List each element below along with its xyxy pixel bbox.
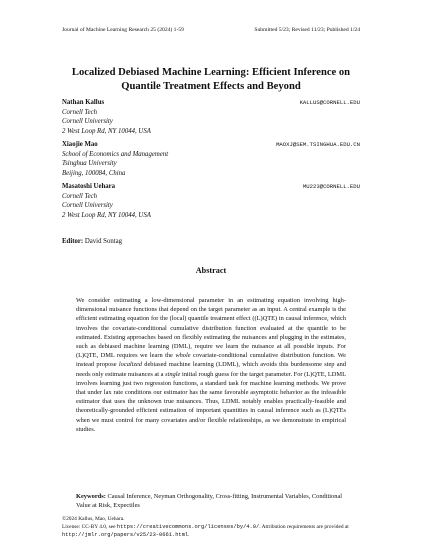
author-name: Masatoshi Uehara — [62, 183, 116, 190]
author-affiliation-line: 2 West Loop Rd, NY 10044, USA — [62, 211, 151, 219]
author-email: MU223@CORNELL.EDU — [302, 183, 360, 190]
license-text: . — [188, 531, 190, 538]
author-email: KALLUS@CORNELL.EDU — [299, 99, 360, 106]
author-affiliation-line: Cornell University — [62, 202, 113, 210]
author-block — [62, 182, 360, 220]
abstract-text: covariate-conditional cumulative distribution function. We instead propose — [76, 352, 346, 369]
editor-name: David Sontag — [84, 238, 123, 245]
attribution-link[interactable]: http://jmlr.org/papers/v25/23-0661.html — [62, 531, 189, 538]
license-link[interactable]: https://creativecommons.org/licenses/by/4.0/ — [116, 523, 260, 530]
keywords-text: Causal Inference, Neyman Orthogonality, Cross-fitting, Instrumental Variables, Conditional Value at Risk, Expectiles — [76, 493, 343, 510]
author-affiliation-line: Beijing, 100084, China — [62, 169, 126, 177]
abstract-emphasis: whole — [175, 352, 191, 360]
running-header — [62, 27, 360, 33]
editor-line — [62, 238, 122, 245]
author-name: Nathan Kallus — [62, 99, 105, 106]
submission-dates: Submitted 5/23; Revised 11/23; Published 1/24 — [254, 27, 360, 33]
footer — [62, 516, 360, 539]
title-line-1: Localized Debiased Machine Learning: Efficient Inference on — [71, 67, 351, 78]
license-text: . Attribution requirements are provided at — [259, 523, 349, 530]
author-name: Xiaojie Mao — [62, 141, 98, 148]
author-affiliation-line: 2 West Loop Rd, NY 10044, USA — [62, 127, 151, 135]
author-affiliation-line: School of Economics and Management — [62, 150, 169, 158]
abstract-emphasis: localized — [118, 361, 142, 369]
abstract-text: debiased machine learning (LDML), which avoids this burdensome step and needs only estimate nuisances at a — [76, 361, 347, 378]
author-block — [62, 140, 360, 178]
abstract-text: We consider estimating a low-dimensional parameter in an estimating equation involving high-dimensional nuisance functions that depend on the target parameter as an input. A central example is the efficient estimating equation for the (local) quantile treatment effect ((L)QTE) in causal inference, which involves the covariate-conditional cumulative distribution function evaluated at the quantile to be estimated. Existing approaches based on flexibly estimating the nuisances and plugging in the estimates, such as debiased machine learning (DML), require we learn the nuisance at all possible inputs. For (L)QTE, DML requires we learn the — [76, 297, 346, 360]
keywords-label: Keywords: — [76, 493, 106, 500]
abstract-text: initial rough guess for the target parameter. For (L)QTE, LDML involves learning just two regression functions, a standard task for machine learning methods. We prove that under lax rate conditions our estimator has the same favorable asymptotic behavior as the infeasible estimator that uses the unknown true nuisances. Thus, LDML notably enables practically-feasible and theoretically-grounded efficient estimation of important quantities in causal inference such as (L)QTEs when we must control for many covariates and/or flexible relationships, as we demonstrate in empirical studies. — [76, 370, 346, 433]
license-text: License: CC-BY 4.0, see — [62, 523, 117, 530]
abstract-emphasis: single — [165, 370, 181, 378]
editor-label: Editor: — [62, 238, 84, 245]
author-affiliation-line: Tsinghua University — [62, 160, 117, 168]
title-line-2: Quantile Treatment Effects and Beyond — [121, 81, 301, 92]
abstract-body — [76, 296, 346, 434]
author-affiliation-line: Cornell Tech — [62, 192, 98, 200]
author-affiliation-line: Cornell Tech — [62, 108, 98, 116]
author-email: MAOXJ@SEM.TSINGHUA.EDU.CN — [276, 141, 360, 148]
paper-title — [40, 66, 382, 94]
journal-citation: Journal of Machine Learning Research 25 (2024) 1-59 — [62, 27, 184, 33]
copyright: ©2024 Kallus, Mao, Uehara. — [62, 516, 125, 522]
author-block — [62, 98, 360, 136]
license-line — [62, 524, 360, 540]
abstract-heading: Abstract — [195, 266, 227, 275]
author-affiliation-line: Cornell University — [62, 118, 113, 126]
keywords — [76, 492, 346, 510]
